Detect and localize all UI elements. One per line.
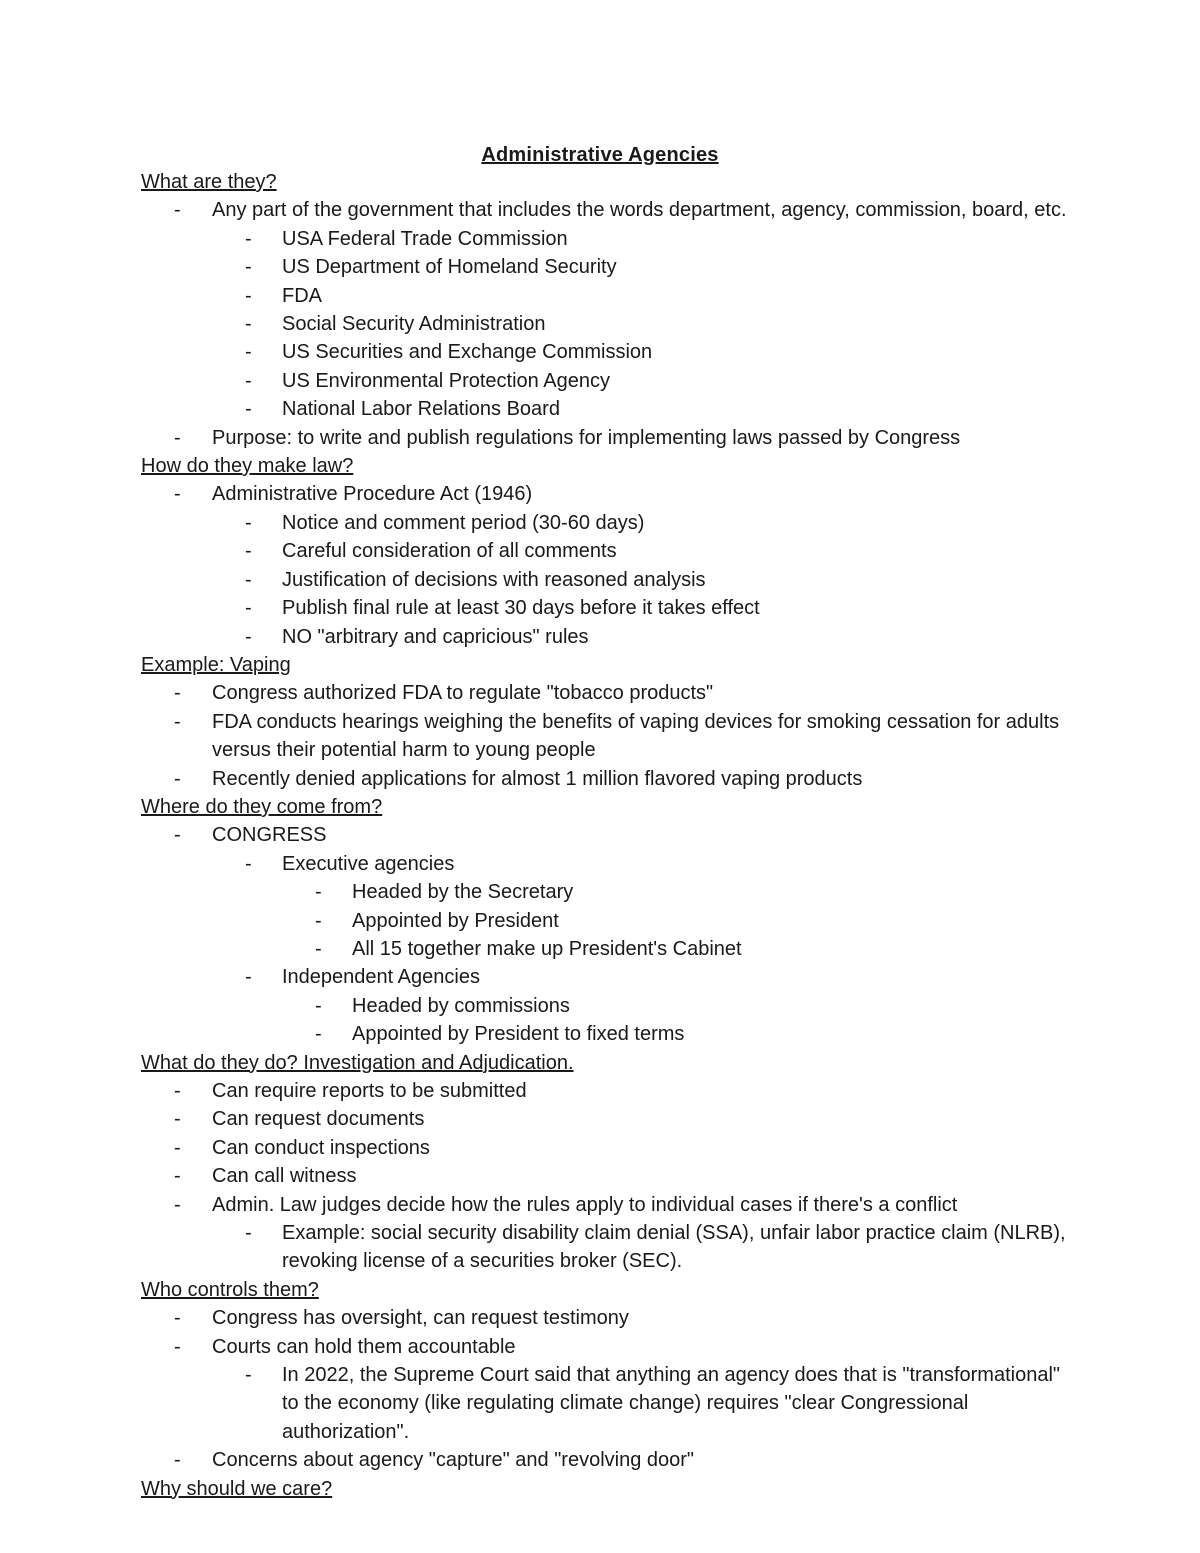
list-item-text: Headed by commissions <box>352 994 570 1017</box>
list-item <box>141 367 1071 395</box>
list-item-text: National Labor Relations Board <box>282 398 560 421</box>
section <box>141 168 1071 452</box>
bullet-list <box>141 196 1071 452</box>
bullet-dash: - <box>174 426 181 449</box>
bullet-list <box>141 480 1071 650</box>
list-item-text: USA Federal Trade Commission <box>282 227 568 250</box>
bullet-dash: - <box>174 1193 181 1216</box>
bullet-dash: - <box>174 1449 181 1472</box>
list-item <box>141 992 1071 1020</box>
list-item <box>141 594 1071 622</box>
bullet-dash: - <box>245 511 252 534</box>
list-item-text: Any part of the government that includes the words department, agency, commission, board, etc. <box>212 199 1067 222</box>
list-item-text: Courts can hold them accountable <box>212 1335 516 1358</box>
section <box>141 1276 1071 1475</box>
list-item <box>141 1333 1071 1361</box>
list-item <box>141 566 1071 594</box>
list-item <box>141 509 1071 537</box>
section-heading: Why should we care? <box>141 1477 333 1500</box>
bullet-dash: - <box>245 540 252 563</box>
bullet-dash: - <box>315 909 322 932</box>
list-item-text: US Securities and Exchange Commission <box>282 341 653 364</box>
list-item <box>141 480 1071 508</box>
bullet-dash: - <box>174 824 181 847</box>
list-item <box>141 963 1071 991</box>
bullet-dash: - <box>174 1335 181 1358</box>
list-item-text: US Environmental Protection Agency <box>282 369 610 392</box>
bullet-dash: - <box>315 994 322 1017</box>
list-item <box>141 1162 1071 1190</box>
list-item-text: Executive agencies <box>282 852 455 875</box>
bullet-dash: - <box>174 483 181 506</box>
list-item-text: Can request documents <box>212 1108 425 1131</box>
list-item-text: Appointed by President to fixed terms <box>352 1023 685 1046</box>
section <box>141 452 1071 651</box>
bullet-dash: - <box>245 227 252 250</box>
list-item <box>141 878 1071 906</box>
list-item <box>141 765 1071 793</box>
bullet-dash: - <box>245 1364 252 1387</box>
bullet-dash: - <box>245 625 252 648</box>
list-item <box>141 907 1071 935</box>
section <box>141 793 1071 1049</box>
list-item-text: Can conduct inspections <box>212 1136 430 1159</box>
list-item-text: Social Security Administration <box>282 313 546 336</box>
bullet-dash: - <box>174 1108 181 1131</box>
list-item-text: NO "arbitrary and capricious" rules <box>282 625 589 648</box>
bullet-dash: - <box>174 1080 181 1102</box>
bullet-dash: - <box>174 1136 181 1159</box>
list-item <box>141 1105 1071 1133</box>
bullet-dash: - <box>174 199 181 222</box>
list-item <box>141 821 1071 849</box>
list-item <box>141 395 1071 423</box>
section <box>141 1475 1071 1503</box>
list-item-text: FDA <box>282 284 322 307</box>
bullet-dash: - <box>245 369 252 392</box>
list-item-text: CONGRESS <box>212 824 327 847</box>
list-item-text: Headed by the Secretary <box>352 881 574 904</box>
list-item <box>141 1446 1071 1474</box>
bullet-dash: - <box>245 313 252 336</box>
list-item-text: Appointed by President <box>352 909 559 932</box>
section-heading: What do they do? Investigation and Adjudication. <box>141 1051 574 1074</box>
bullet-dash: - <box>174 682 181 705</box>
list-item-text: Can require reports to be submitted <box>212 1080 527 1102</box>
list-item <box>141 196 1071 224</box>
list-item <box>141 623 1071 651</box>
bullet-dash: - <box>174 710 181 733</box>
list-item-text: Independent Agencies <box>282 966 480 989</box>
bullet-list <box>141 1077 1071 1276</box>
list-item <box>141 1304 1071 1332</box>
list-item <box>141 679 1071 707</box>
list-item <box>141 424 1071 452</box>
bullet-dash: - <box>174 1307 181 1330</box>
bullet-dash: - <box>245 284 252 307</box>
list-item-text: Publish final rule at least 30 days before it takes effect <box>282 597 760 620</box>
bullet-dash: - <box>245 852 252 875</box>
list-item-text: All 15 together make up President's Cabinet <box>352 937 742 960</box>
list-item-text: Recently denied applications for almost 1 million flavored vaping products <box>212 767 863 790</box>
bullet-dash: - <box>245 341 252 364</box>
list-item <box>141 1191 1071 1219</box>
section <box>141 1049 1071 1276</box>
list-item-text: Congress has oversight, can request testimony <box>212 1307 629 1330</box>
list-item-text: Purpose: to write and publish regulations for implementing laws passed by Congress <box>212 426 961 449</box>
list-item <box>141 310 1071 338</box>
bullet-dash: - <box>315 1023 322 1046</box>
list-item <box>141 1020 1071 1048</box>
list-item <box>141 1361 1071 1446</box>
list-item <box>141 1077 1071 1105</box>
section-heading: Example: Vaping <box>141 653 291 676</box>
section-heading: Where do they come from? <box>141 795 383 818</box>
list-item-text: Can call witness <box>212 1165 357 1188</box>
bullet-dash: - <box>315 937 322 960</box>
bullet-list <box>141 679 1071 793</box>
list-item <box>141 338 1071 366</box>
list-item <box>141 537 1071 565</box>
list-item <box>141 282 1071 310</box>
bullet-dash: - <box>245 568 252 591</box>
bullet-dash: - <box>174 1165 181 1188</box>
list-item <box>141 1134 1071 1162</box>
list-item-text: US Department of Homeland Security <box>282 256 617 279</box>
list-item-text: Concerns about agency "capture" and "revolving door" <box>212 1449 695 1472</box>
bullet-list <box>141 1304 1071 1474</box>
document-body <box>141 168 1071 1503</box>
section <box>141 651 1071 793</box>
list-item <box>141 225 1071 253</box>
list-item-text: Congress authorized FDA to regulate "tobacco products" <box>212 682 714 705</box>
list-item-text: Administrative Procedure Act (1946) <box>212 483 533 506</box>
document-title: Administrative Agencies <box>481 144 719 166</box>
list-item <box>141 253 1071 281</box>
bullet-dash: - <box>245 966 252 989</box>
list-item-text: Example: social security disability claim denial (SSA), unfair labor practice claim (NLRB), revoking license of a securities broker (SEC). <box>282 1222 1066 1273</box>
section-heading: How do they make law? <box>141 455 354 478</box>
section-heading: Who controls them? <box>141 1278 319 1301</box>
bullet-list <box>141 821 1071 1048</box>
section-heading: What are they? <box>141 171 277 193</box>
bullet-dash: - <box>245 597 252 620</box>
list-item <box>141 935 1071 963</box>
list-item-text: In 2022, the Supreme Court said that anything an agency does that is "transformational" to the economy (like regulating climate change) requires "clear Congressional authorization". <box>282 1364 1060 1443</box>
list-item-text: FDA conducts hearings weighing the benefits of vaping devices for smoking cessation for adults versus their potential harm to young people <box>212 710 1060 762</box>
list-item <box>141 850 1071 878</box>
bullet-dash: - <box>245 256 252 279</box>
bullet-dash: - <box>315 881 322 904</box>
list-item <box>141 1219 1071 1276</box>
bullet-dash: - <box>245 398 252 421</box>
list-item-text: Careful consideration of all comments <box>282 540 617 563</box>
bullet-dash: - <box>245 1222 252 1245</box>
list-item-text: Admin. Law judges decide how the rules apply to individual cases if there's a conflict <box>212 1193 958 1216</box>
list-item-text: Notice and comment period (30-60 days) <box>282 511 645 534</box>
list-item-text: Justification of decisions with reasoned analysis <box>282 568 706 591</box>
bullet-dash: - <box>174 767 181 790</box>
list-item <box>141 708 1071 765</box>
